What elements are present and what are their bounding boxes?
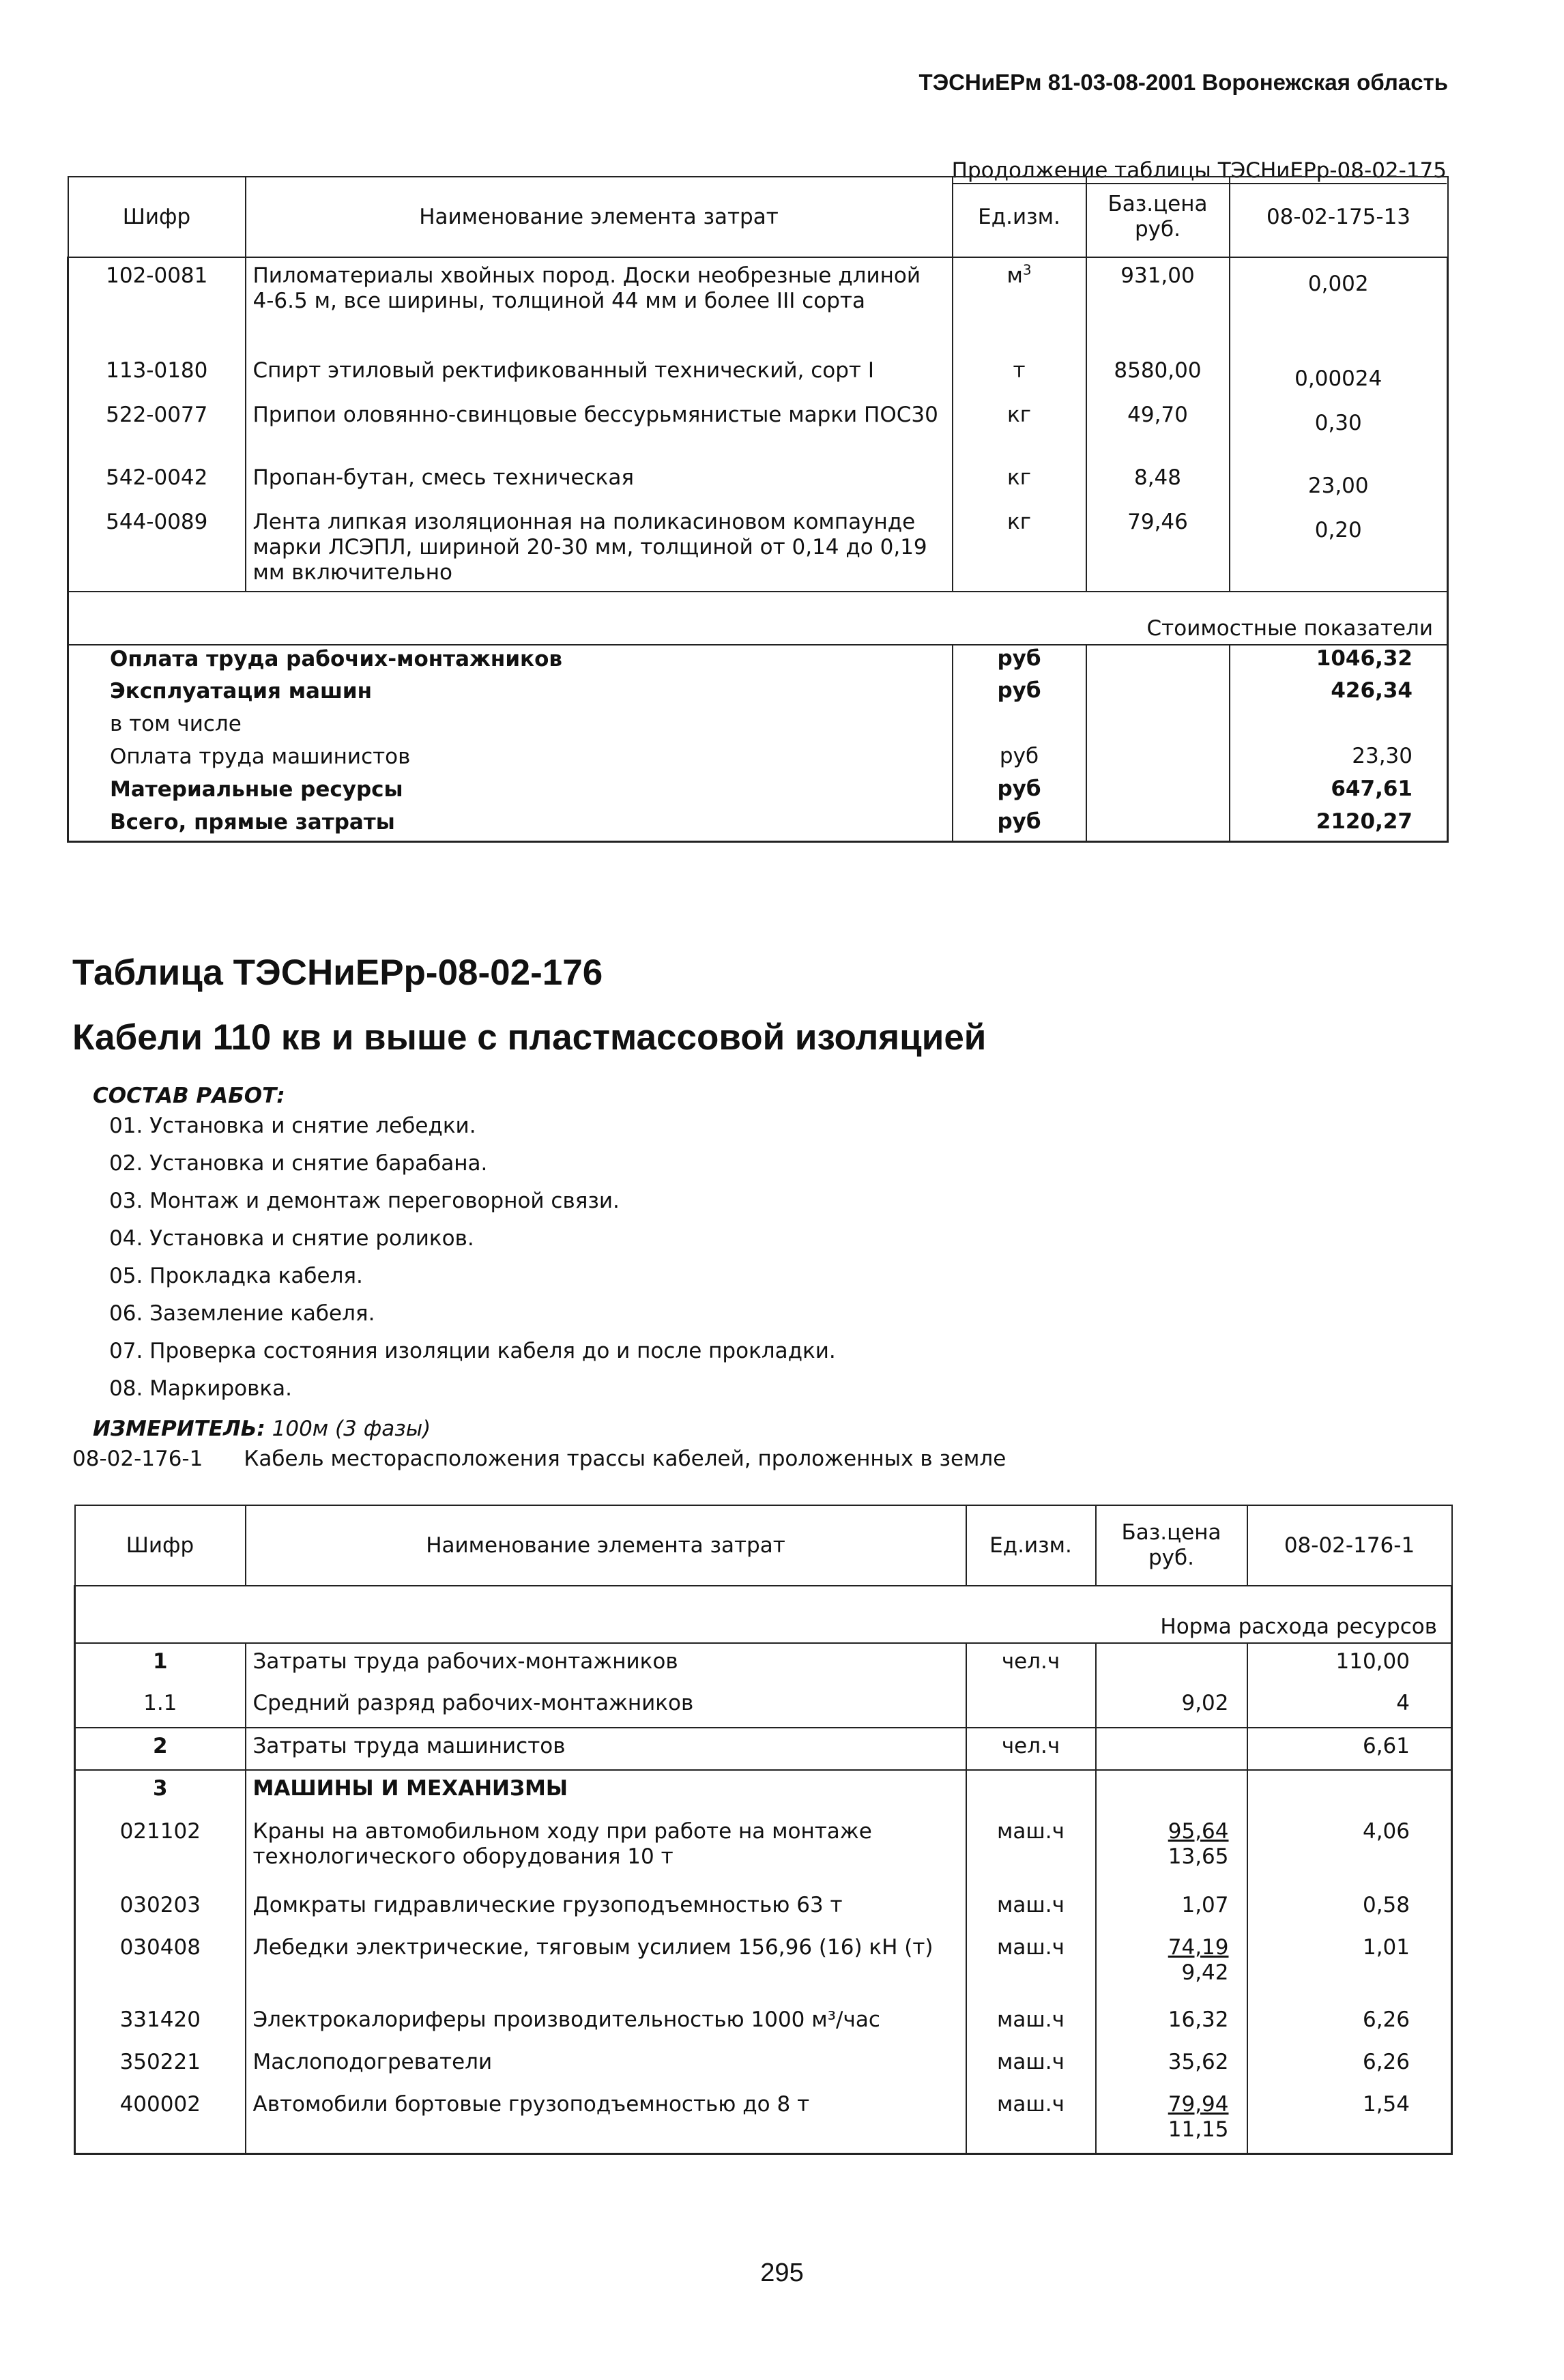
table-row bbox=[75, 2002, 1452, 2044]
resource-name: Домкраты гидравлические грузоподъемностью 63 т bbox=[246, 1887, 966, 1930]
resource-table-176 bbox=[74, 1505, 1453, 2155]
resource-price bbox=[1096, 2002, 1247, 2044]
resource-norm: 1,01 bbox=[1247, 1930, 1452, 2002]
resource-unit: маш.ч bbox=[966, 1930, 1096, 2002]
cost-value: 2120,27 bbox=[1230, 809, 1448, 841]
work-item: 04. Установка и снятие роликов. bbox=[109, 1226, 474, 1251]
work-item: 03. Монтаж и демонтаж переговорной связи. bbox=[109, 1189, 620, 1213]
resource-norm: 6,61 bbox=[1247, 1728, 1452, 1770]
table-row bbox=[68, 353, 1448, 397]
work-composition-label: СОСТАВ РАБОТ: bbox=[93, 1084, 285, 1108]
resource-norm: 110,00 bbox=[1247, 1643, 1452, 1685]
resource-unit: чел.ч bbox=[966, 1728, 1096, 1770]
table-row bbox=[75, 2044, 1452, 2087]
resource-price bbox=[1096, 1643, 1247, 1685]
work-item: 02. Установка и снятие барабана. bbox=[109, 1151, 488, 1176]
resource-code: 2 bbox=[75, 1728, 246, 1770]
col-header-name: Наименование элемента затрат bbox=[246, 1505, 966, 1586]
cost-label: в том числе bbox=[68, 710, 953, 743]
norm-code-line bbox=[72, 1447, 1006, 1471]
section-subtitle: Кабели 110 кв и выше с пластмассовой изоляцией bbox=[72, 1017, 987, 1058]
resource-price bbox=[1086, 397, 1230, 460]
col-header-name: Наименование элемента затрат bbox=[246, 177, 953, 257]
resource-price bbox=[1096, 1728, 1247, 1770]
cost-row bbox=[68, 678, 1448, 710]
resource-norm-text: 0,002 bbox=[1307, 272, 1369, 296]
resource-unit bbox=[953, 397, 1086, 460]
resource-code bbox=[68, 504, 246, 592]
resource-unit: маш.ч bbox=[966, 2044, 1096, 2087]
col-header-code: Шифр bbox=[75, 1505, 246, 1586]
resource-name: Затраты труда машинистов bbox=[246, 1728, 966, 1770]
norm-code: 08-02-176-1 bbox=[72, 1447, 203, 1471]
resource-code-text: 544-0089 bbox=[106, 510, 208, 534]
col-header-price: Баз.цена руб. bbox=[1086, 177, 1230, 257]
resource-name bbox=[246, 397, 953, 460]
resource-unit: маш.ч bbox=[966, 2087, 1096, 2153]
price-value: 35,62 bbox=[1168, 2050, 1229, 2074]
price-value: 16,32 bbox=[1168, 2007, 1229, 2032]
resource-norm-text: 23,00 bbox=[1307, 474, 1369, 498]
price-fraction bbox=[1168, 1935, 1229, 1986]
resource-price-text: 8,48 bbox=[1133, 465, 1182, 490]
resource-code: 350221 bbox=[75, 2044, 246, 2087]
cost-row bbox=[68, 809, 1448, 841]
cost-value: 647,61 bbox=[1230, 776, 1448, 809]
table-row bbox=[75, 1685, 1452, 1728]
running-header: ТЭСНиЕРм 81-03-08-2001 Воронежская область bbox=[918, 70, 1448, 95]
resource-norm-text: 0,30 bbox=[1314, 411, 1362, 435]
resource-price bbox=[1096, 2087, 1247, 2153]
price-wage: 13,65 bbox=[1168, 1844, 1229, 1869]
table-row bbox=[75, 2087, 1452, 2153]
resource-name: Лебедки электрические, тяговым усилием 156,96 (16) кН (т) bbox=[246, 1930, 966, 2002]
resource-price-text: 931,00 bbox=[1120, 263, 1195, 288]
norm-caption-row bbox=[75, 1586, 1452, 1643]
cost-unit: руб bbox=[953, 743, 1086, 776]
price-wage: 11,15 bbox=[1168, 2117, 1229, 2142]
col-header-norm: 08-02-175-13 bbox=[1230, 177, 1448, 257]
price-machine: 95,64 bbox=[1168, 1819, 1229, 1844]
cost-value: 23,30 bbox=[1230, 743, 1448, 776]
resource-norm: 1,54 bbox=[1247, 2087, 1452, 2153]
resource-code: 1 bbox=[75, 1643, 246, 1685]
resource-code bbox=[68, 397, 246, 460]
price-wage: 9,42 bbox=[1181, 1960, 1229, 1985]
table-row bbox=[75, 1728, 1452, 1770]
resource-code-text: 113-0180 bbox=[106, 358, 208, 383]
resource-name-text: Пиломатериалы хвойных пород. Доски необрезные длиной 4-6.5 м, все ширины, толщиной 44 мм и более III сорта bbox=[252, 263, 921, 313]
cost-value bbox=[1230, 710, 1448, 743]
resource-price bbox=[1096, 1685, 1247, 1728]
resource-price bbox=[1086, 353, 1230, 397]
meter-label: ИЗМЕРИТЕЛЬ: bbox=[93, 1417, 265, 1441]
resource-norm: 4 bbox=[1247, 1685, 1452, 1728]
cost-unit bbox=[953, 710, 1086, 743]
work-item: 07. Проверка состояния изоляции кабеля до и после прокладки. bbox=[109, 1339, 836, 1363]
resource-name: Маслоподогреватели bbox=[246, 2044, 966, 2087]
resource-norm bbox=[1230, 504, 1448, 592]
work-item: 06. Заземление кабеля. bbox=[109, 1301, 375, 1326]
col-header-price: Баз.цена руб. bbox=[1096, 1505, 1247, 1586]
cost-row bbox=[68, 710, 1448, 743]
resource-table-175 bbox=[67, 176, 1449, 843]
section-title: Таблица ТЭСНиЕРр-08-02-176 bbox=[72, 953, 603, 993]
col-header-norm: 08-02-176-1 bbox=[1247, 1505, 1452, 1586]
resource-code bbox=[68, 353, 246, 397]
meter-line bbox=[93, 1417, 431, 1441]
resource-name bbox=[246, 353, 953, 397]
resource-price bbox=[1096, 1930, 1247, 2002]
resource-norm: 0,58 bbox=[1247, 1887, 1452, 1930]
cost-empty-price bbox=[1086, 678, 1230, 710]
resource-unit bbox=[953, 460, 1086, 504]
resource-unit bbox=[953, 504, 1086, 592]
table-header-row bbox=[68, 177, 1448, 257]
resource-unit-text: т bbox=[1013, 358, 1026, 383]
resource-unit-text: кг bbox=[1007, 465, 1031, 490]
resource-code bbox=[68, 257, 246, 353]
resource-price bbox=[1096, 1887, 1247, 1930]
price-value: 1,07 bbox=[1181, 1893, 1229, 1917]
resource-name: Электрокалориферы производительностью 1000 м³/час bbox=[246, 2002, 966, 2044]
resource-price-text: 49,70 bbox=[1127, 403, 1188, 427]
resource-code-text: 542-0042 bbox=[106, 465, 208, 490]
cost-empty-price bbox=[1086, 645, 1230, 678]
resource-name bbox=[246, 460, 953, 504]
resource-price bbox=[1086, 504, 1230, 592]
price-fraction bbox=[1168, 1819, 1229, 1870]
resource-price bbox=[1086, 257, 1230, 353]
work-item: 08. Маркировка. bbox=[109, 1376, 292, 1401]
table-row bbox=[68, 257, 1448, 353]
price-machine: 74,19 bbox=[1168, 1935, 1229, 1960]
table-row bbox=[75, 1814, 1452, 1887]
cost-label: Оплата труда рабочих-монтажников bbox=[68, 645, 953, 678]
table-row bbox=[75, 1887, 1452, 1930]
resource-code: 1.1 bbox=[75, 1685, 246, 1728]
resource-name bbox=[246, 257, 953, 353]
table-continuation-caption: Продолжение таблицы ТЭСНиЕРр-08-02-175 bbox=[951, 158, 1447, 183]
resource-unit: маш.ч bbox=[966, 2002, 1096, 2044]
resource-code-text: 522-0077 bbox=[106, 403, 208, 427]
cost-label: Эксплуатация машин bbox=[68, 678, 953, 710]
work-item: 05. Прокладка кабеля. bbox=[109, 1264, 363, 1288]
cost-label: Всего, прямые затраты bbox=[68, 809, 953, 841]
resource-name: Затраты труда рабочих-монтажников bbox=[246, 1643, 966, 1685]
resource-norm: 4,06 bbox=[1247, 1814, 1452, 1887]
price-machine: 79,94 bbox=[1168, 2092, 1229, 2117]
resource-price bbox=[1096, 1814, 1247, 1887]
table-row bbox=[75, 1930, 1452, 2002]
resource-norm bbox=[1230, 257, 1448, 353]
resource-unit: маш.ч bbox=[966, 1814, 1096, 1887]
resource-unit bbox=[953, 257, 1086, 353]
cost-empty-price bbox=[1086, 710, 1230, 743]
table-row bbox=[68, 504, 1448, 592]
resource-unit-text: кг bbox=[1007, 403, 1031, 427]
cost-unit: руб bbox=[953, 809, 1086, 841]
cost-unit: руб bbox=[953, 776, 1086, 809]
cost-label: Оплата труда машинистов bbox=[68, 743, 953, 776]
resource-norm: 6,26 bbox=[1247, 2002, 1452, 2044]
price-value: 9,02 bbox=[1181, 1691, 1229, 1715]
resource-name-text: Припои оловянно-свинцовые бессурьмянистые марки ПОС30 bbox=[252, 403, 938, 427]
cost-unit: руб bbox=[953, 678, 1086, 710]
resource-norm bbox=[1230, 460, 1448, 504]
cost-caption: Стоимостные показатели bbox=[68, 592, 1448, 645]
cost-row bbox=[68, 776, 1448, 809]
norm-caption: Норма расхода ресурсов bbox=[75, 1586, 1452, 1643]
cost-caption-row bbox=[68, 592, 1448, 645]
resource-code-text: 102-0081 bbox=[106, 263, 208, 288]
resource-norm-text: 0,00024 bbox=[1294, 366, 1382, 391]
table-row bbox=[68, 460, 1448, 504]
work-composition-list bbox=[109, 1114, 836, 1414]
cost-row bbox=[68, 645, 1448, 678]
resource-code: 021102 bbox=[75, 1814, 246, 1887]
page-number: 295 bbox=[760, 2259, 804, 2287]
table-row bbox=[75, 1643, 1452, 1685]
resource-price bbox=[1096, 1770, 1247, 1814]
cost-value: 1046,32 bbox=[1230, 645, 1448, 678]
resource-unit bbox=[953, 353, 1086, 397]
resource-norm: 6,26 bbox=[1247, 2044, 1452, 2087]
resource-code: 030203 bbox=[75, 1887, 246, 1930]
cost-empty-price bbox=[1086, 743, 1230, 776]
resource-norm-text: 0,20 bbox=[1314, 518, 1362, 542]
table-header-row bbox=[75, 1505, 1452, 1586]
cost-empty-price bbox=[1086, 809, 1230, 841]
resource-price-text: 79,46 bbox=[1127, 510, 1188, 534]
meter-value: 100м (3 фазы) bbox=[272, 1417, 431, 1441]
cost-unit: руб bbox=[953, 645, 1086, 678]
table-row bbox=[68, 397, 1448, 460]
resource-unit-text: кг bbox=[1007, 510, 1031, 534]
cost-label: Материальные ресурсы bbox=[68, 776, 953, 809]
resource-code bbox=[68, 460, 246, 504]
resource-name: МАШИНЫ И МЕХАНИЗМЫ bbox=[246, 1770, 966, 1814]
resource-name: Средний разряд рабочих-монтажников bbox=[246, 1685, 966, 1728]
unit-superscript: 3 bbox=[1022, 261, 1032, 278]
price-fraction bbox=[1168, 2092, 1229, 2143]
col-header-code: Шифр bbox=[68, 177, 246, 257]
resource-code: 331420 bbox=[75, 2002, 246, 2044]
resource-unit: маш.ч bbox=[966, 1887, 1096, 1930]
resource-name-text: Лента липкая изоляционная на поликасиновом компаунде марки ЛСЭПЛ, шириной 20-30 мм, толщиной от 0,14 до 0,19 мм включительно bbox=[252, 510, 927, 585]
resource-unit bbox=[966, 1770, 1096, 1814]
resource-name-text: Спирт этиловый ректификованный технический, сорт I bbox=[252, 358, 874, 383]
resource-norm bbox=[1230, 397, 1448, 460]
resource-code: 3 bbox=[75, 1770, 246, 1814]
resource-name: Краны на автомобильном ходу при работе на монтаже технологического оборудования 10 т bbox=[246, 1814, 966, 1887]
table-row bbox=[75, 1770, 1452, 1814]
resource-code: 030408 bbox=[75, 1930, 246, 2002]
resource-norm bbox=[1230, 353, 1448, 397]
resource-unit bbox=[966, 1685, 1096, 1728]
resource-name: Автомобили бортовые грузоподъемностью до 8 т bbox=[246, 2087, 966, 2153]
resource-price-text: 8580,00 bbox=[1114, 358, 1202, 383]
resource-name bbox=[246, 504, 953, 592]
resource-norm bbox=[1247, 1770, 1452, 1814]
resource-code: 400002 bbox=[75, 2087, 246, 2153]
work-item: 01. Установка и снятие лебедки. bbox=[109, 1114, 476, 1138]
col-header-unit: Ед.изм. bbox=[953, 177, 1086, 257]
cost-row bbox=[68, 743, 1448, 776]
resource-unit-text: м bbox=[1007, 263, 1023, 288]
cost-empty-price bbox=[1086, 776, 1230, 809]
resource-price bbox=[1096, 2044, 1247, 2087]
col-header-unit: Ед.изм. bbox=[966, 1505, 1096, 1586]
norm-code-description: Кабель месторасположения трассы кабелей, проложенных в земле bbox=[244, 1447, 1007, 1471]
resource-name-text: Пропан-бутан, смесь техническая bbox=[252, 465, 635, 490]
resource-unit: чел.ч bbox=[966, 1643, 1096, 1685]
resource-price bbox=[1086, 460, 1230, 504]
cost-value: 426,34 bbox=[1230, 678, 1448, 710]
